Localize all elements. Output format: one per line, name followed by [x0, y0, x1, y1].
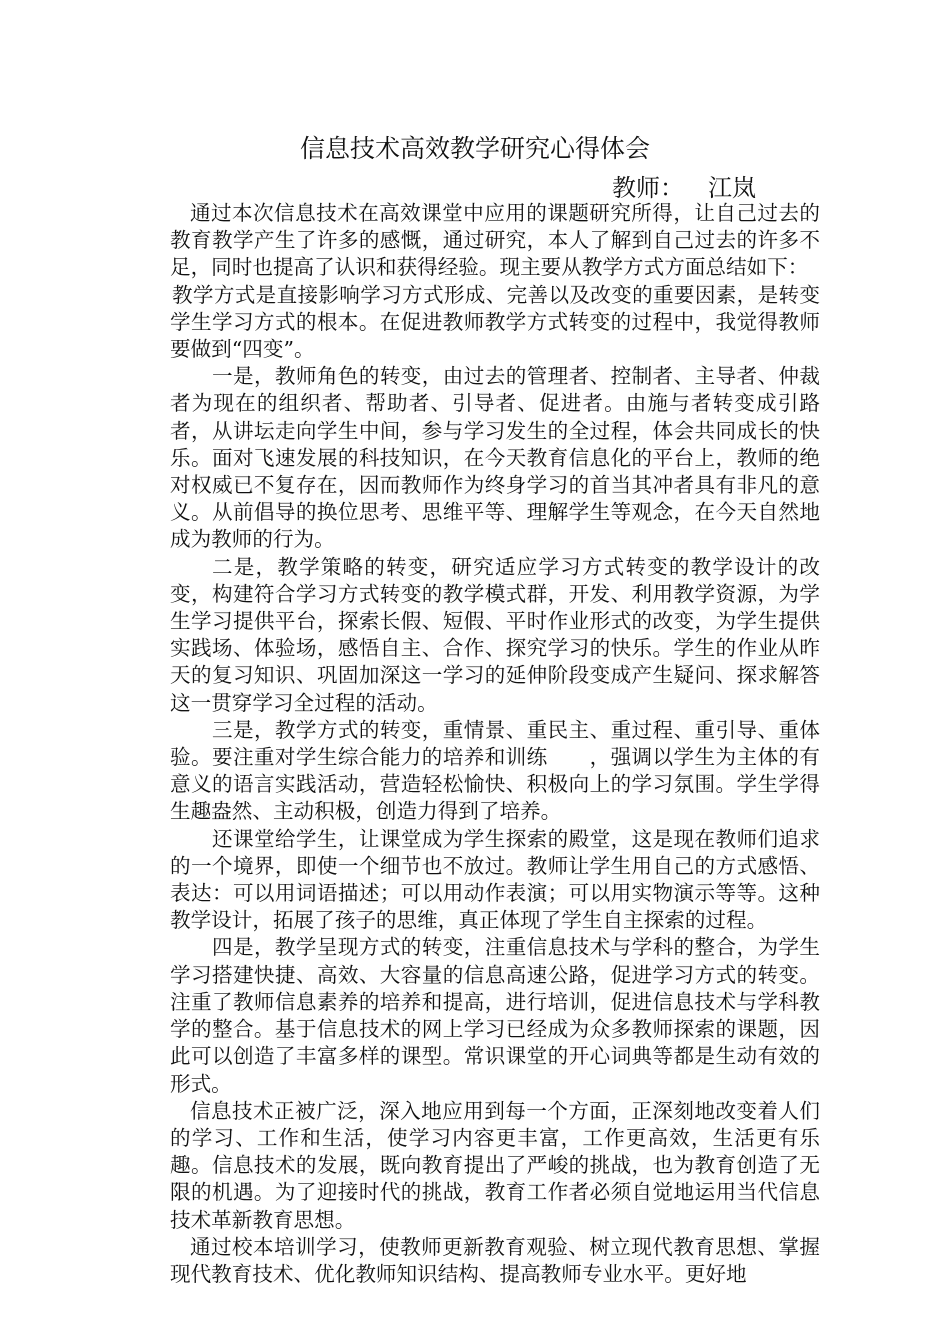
- paragraph-change-two: 二是，教学策略的转变，研究适应学习方式转变的教学设计的改变，构建符合学习方式转变的教学模式群，开发、利用教学资源，为学生学习提供平台，探索长假、短假、平时作业形式的改变，为学生提供实践场、体验场，感悟自主、合作、探究学习的快乐。学生的作业从昨天的复习知识、巩固加深这一学习的延伸阶段变成产生疑问、探求解答这一贯穿学习全过程的活动。: [170, 554, 820, 715]
- document-body: [170, 200, 820, 1288]
- paragraph-intro: 通过本次信息技术在高效课堂中应用的课题研究所得，让自己过去的教育教学产生了许多的感慨，通过研究，本人了解到自己过去的许多不足，同时也提高了认识和获得经验。现主要从教学方式方面总结如下：: [170, 201, 820, 280]
- paragraph-teaching-method: 教学方式是直接影响学习方式形成、完善以及改变的重要因素，是转变学生学习方式的根本。在促进教师教学方式转变的过程中，我觉得教师要做到“四变”。: [170, 282, 820, 362]
- paragraph-classroom: 还课堂给学生，让课堂成为学生探索的殿堂，这是现在教师们追求的一个境界，即使一个细节也不放过。教师让学生用自己的方式感悟、表达：可以用词语描述；可以用动作表演；可以用实物演示等等。这种教学设计，拓展了孩子的思维，真正体现了学生自主探索的过程。: [170, 826, 820, 933]
- paragraph-change-one: 一是，教师角色的转变，由过去的管理者、控制者、主导者、仲裁者为现在的组织者、帮助者、引导者、促进者。由施与者转变成引路者，从讲坛走向学生中间，参与学习发生的全过程，体会共同成长的快乐。面对飞速发展的科技知识，在今天教育信息化的平台上，教师的绝对权威已不复存在，因而教师作为终身学习的首当其冲者具有非凡的意义。从前倡导的换位思考、思维平等、理解学生等观念，在今天自然地成为教师的行为。: [170, 364, 820, 552]
- document-title: 信息技术高效教学研究心得体会: [299, 134, 650, 163]
- author-label: 教师：: [612, 174, 684, 202]
- author-name: 江岚: [708, 174, 756, 202]
- paragraph-change-four: 四是，教学呈现方式的转变，注重信息技术与学科的整合，为学生学习搭建快捷、高效、大容量的信息高速公路，促进学习方式的转变。注重了教师信息素养的培养和提高，进行培训，促进信息技术与学科教学的整合。基于信息技术的网上学习已经成为众多教师探索的课题，因此可以创造了丰富多样的课型。常识课堂的开心词典等都是生动有效的形式。: [170, 935, 820, 1096]
- paragraph-training: 通过校本培训学习，使教师更新教育观验、树立现代教育思想、掌握现代教育技术、优化教师知识结构、提高教师专业水平。更好地: [170, 1234, 820, 1286]
- paragraph-change-three: 三是，教学方式的转变，重情景、重民主、重过程、重引导、重体验。要注重对学生综合能力的培养和训练 ，强调以学生为主体的有意义的语言实践活动，营造轻松愉快、积极向上的学习氛围。学生学得生趣盎然、主动积极，创造力得到了培养。: [170, 717, 820, 824]
- paragraph-info-tech: 信息技术正被广泛，深入地应用到每一个方面，正深刻地改变着人们的学习、工作和生活，使学习内容更丰富，工作更高效，生活更有乐趣。信息技术的发展，既向教育提出了严峻的挑战，也为教育创造了无限的机遇。为了迎接时代的挑战，教育工作者必须自觉地运用当代信息技术革新教育思想。: [170, 1098, 820, 1232]
